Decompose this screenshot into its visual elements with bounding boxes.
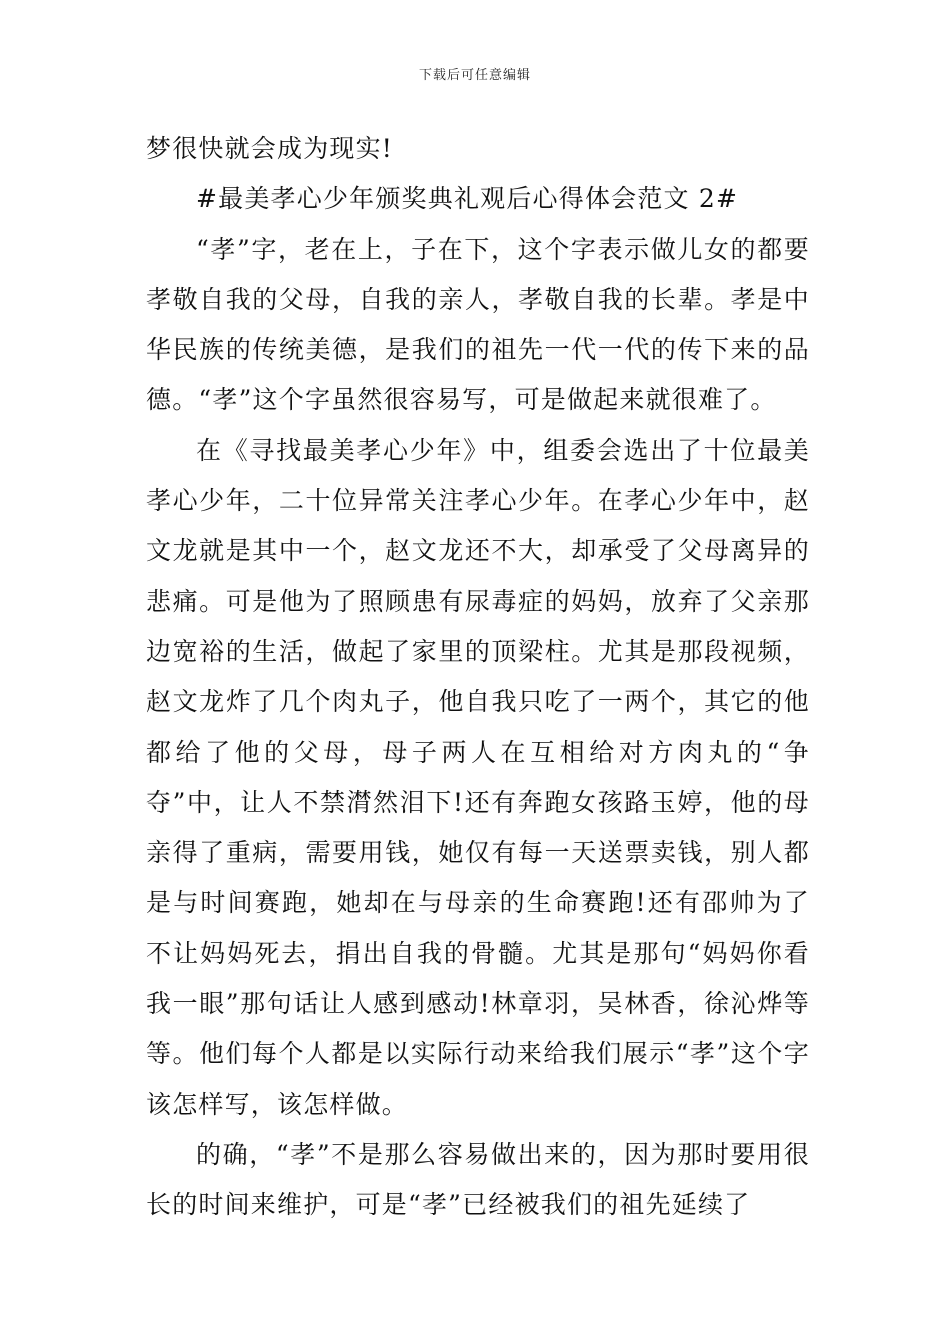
paragraph: 在《寻找最美孝心少年》中，组委会选出了十位最美孝心少年，二十位异常关注孝心少年。在孝心少年中，赵文龙就是其中一个，赵文龙还不大，却承受了父母离异的悲痛。可是他为了照顾患有尿毒症的妈妈，放弃了父亲那边宽裕的生活，做起了家里的顶梁柱。尤其是那段视频，赵文龙炸了几个肉丸子，他自我只吃了一两个，其它的他都给了他的父母，母子两人在互相给对方肉丸的“争夺”中，让人不禁潸然泪下!还有奔跑女孩路玉婷，他的母亲得了重病，需要用钱，她仅有每一天送票卖钱，别人都是与时间赛跑，她却在与母亲的生命赛跑!还有邵帅为了不让妈妈死去，捐出自我的骨髓。尤其是那句“妈妈你看我一眼”那句话让人感到感动!林章羽，吴林香，徐沁烨等等。他们每个人都是以实际行动来给我们展示“孝”这个字该怎样写，该怎样做。 <box>146 435 810 1119</box>
paragraph-continuation: 梦很快就会成为现实! <box>146 134 394 163</box>
page-header: 下载后可任意编辑 <box>418 68 531 83</box>
document-body <box>146 124 810 1231</box>
paragraph: 的确，“孝”不是那么容易做出来的，因为那时要用很长的时间来维护，可是“孝”已经被我们的祖先延续了 <box>146 1139 810 1220</box>
paragraph: “孝”字，老在上，子在下，这个字表示做儿女的都要孝敬自我的父母，自我的亲人，孝敬自我的长辈。孝是中华民族的传统美德，是我们的祖先一代一代的传下来的品德。“孝”这个字虽然很容易写，可是做起来就很难了。 <box>146 234 810 415</box>
section-heading: #最美孝心少年颁奖典礼观后心得体会范文 2# <box>196 184 739 214</box>
